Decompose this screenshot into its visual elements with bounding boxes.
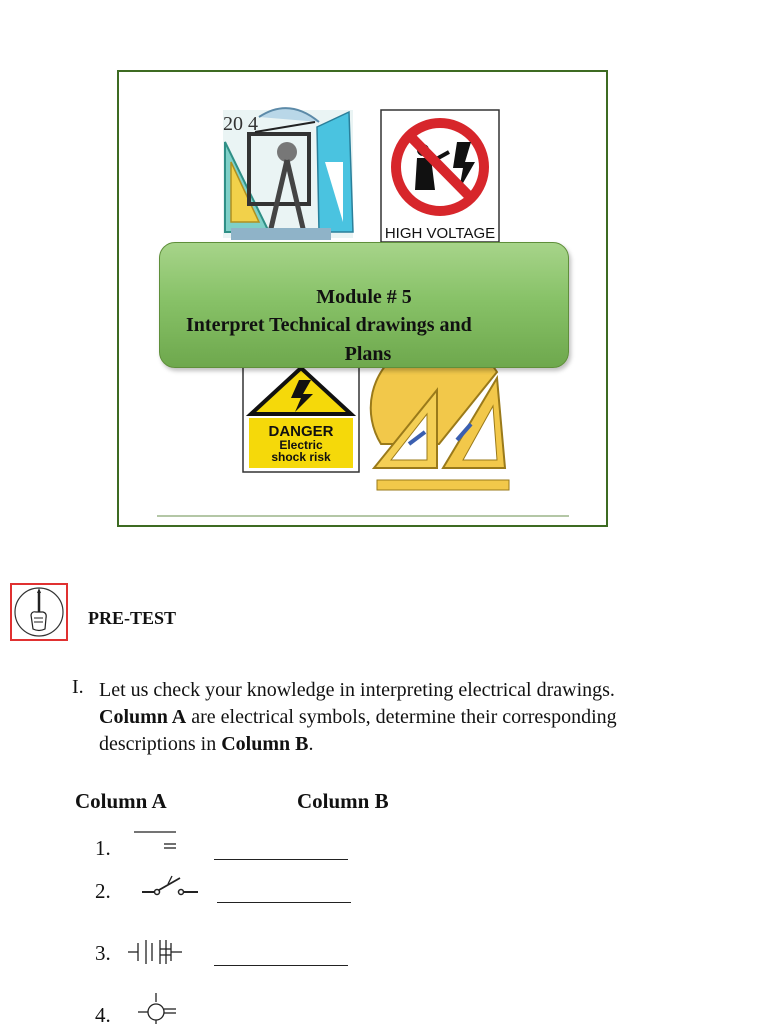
column-b-ref: Column B [221,733,309,755]
instruction-line3-end: . [308,733,314,755]
no-high-voltage-sign-icon [381,110,499,242]
drafting-tools-icon [223,108,353,240]
item-3-number: 3. [95,941,111,965]
danger-electric-shock-sign-icon [243,362,359,472]
column-b-heading: Column B [297,789,389,813]
sign-high-voltage-text: HIGH VOLTAGE [384,225,496,242]
lamp-symbol-icon [134,992,180,1024]
item-2-number: 2. [95,879,111,903]
hand-holding-pencil-icon [10,583,68,641]
instruction-number: I. [72,676,84,698]
column-a-heading: Column A [75,789,167,813]
instruction-line3 [99,731,719,758]
instruction-line1: Let us check your knowledge in interpreting electrical drawings. [99,679,615,701]
sign-danger-sub1: Electric [279,438,323,452]
module-title-banner [159,242,569,368]
instruction-line2 [99,704,719,731]
answer-blank-1[interactable] [214,859,348,860]
switch-symbol-icon [140,872,200,898]
sign-danger-text: DANGER [268,423,334,440]
pretest-heading: PRE-TEST [88,608,177,628]
module-number: Module # 5 [316,286,412,308]
item-4-number: 4. [95,1003,111,1027]
ground-symbol-icon [130,826,180,854]
instructions [99,677,719,758]
sign-danger-sub2: shock risk [271,450,331,464]
answer-blank-3[interactable] [214,965,348,966]
answer-blank-2[interactable] [217,902,351,903]
instruction-line3-start: descriptions in [99,733,222,755]
module-cover [117,70,608,527]
instruction-line2-rest: are electrical symbols, determine their corresponding [186,706,617,728]
column-a-ref: Column A [99,706,187,728]
module-title-line1: Interpret Technical drawings and [186,314,472,336]
drafting-numbers: 20 4 [223,113,258,135]
module-title-line2: Plans [344,343,392,365]
battery-symbol-icon [126,937,186,967]
item-1-number: 1. [95,836,111,860]
